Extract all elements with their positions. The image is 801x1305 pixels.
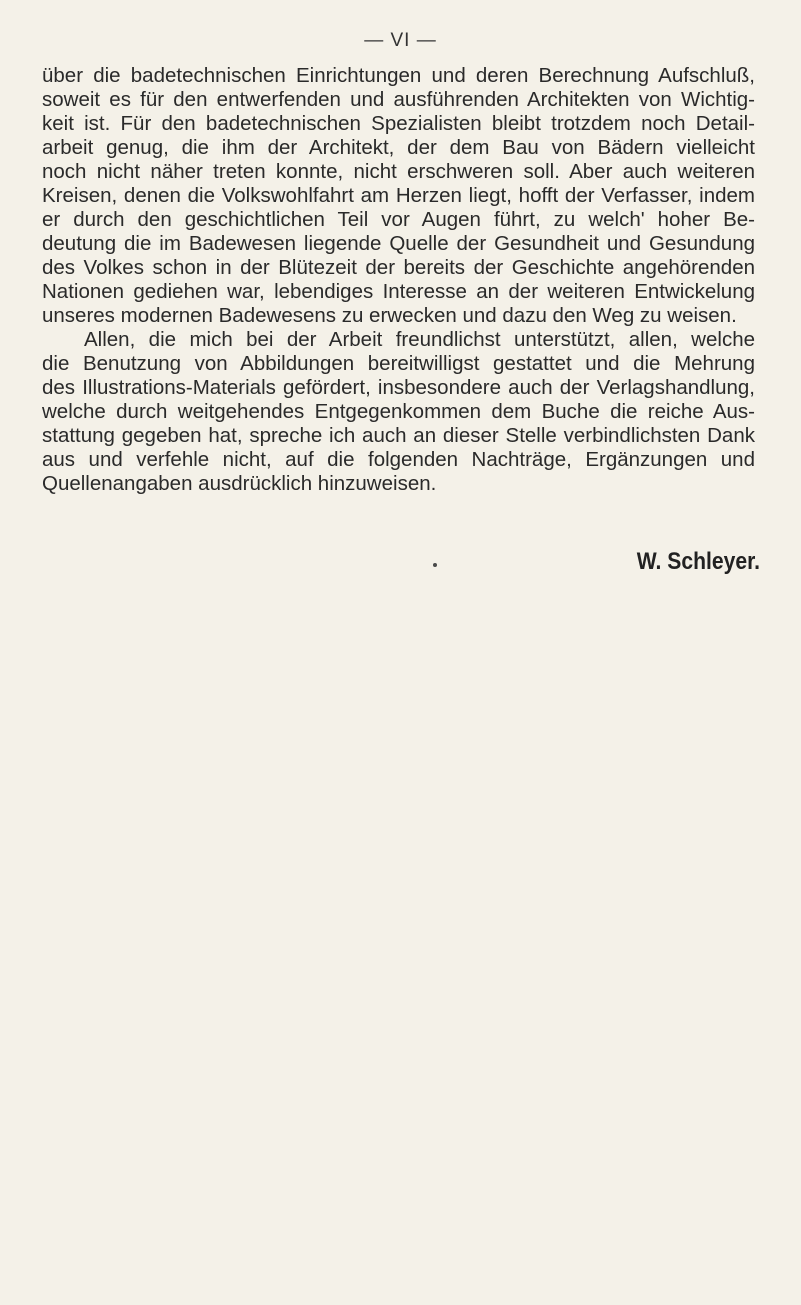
text-line: noch nicht näher treten konnte, nicht erschweren soll. Aber auch weiteren bbox=[42, 160, 755, 183]
ink-speck bbox=[433, 563, 437, 567]
text-line: unseres modernen Badewesens zu erwecken und dazu den Weg zu weisen. bbox=[42, 304, 737, 327]
text-line: stattung gegeben hat, spreche ich auch an dieser Stelle verbindlichsten Dank bbox=[42, 424, 755, 447]
text-line: deutung die im Badewesen liegende Quelle der Gesundheit und Gesundung bbox=[42, 232, 755, 255]
text-line: Quellenangaben ausdrücklich hinzuweisen. bbox=[42, 472, 437, 495]
text-line: aus und verfehle nicht, auf die folgenden Nachträge, Ergänzungen und bbox=[42, 448, 755, 471]
text-line: Allen, die mich bei der Arbeit freundlichst unterstützt, allen, welche bbox=[84, 328, 755, 351]
text-line: Nationen gediehen war, lebendiges Interesse an der weiteren Entwickelung bbox=[42, 280, 755, 303]
text-line: arbeit genug, die ihm der Architekt, der dem Bau von Bädern vielleicht bbox=[42, 136, 755, 159]
text-line: des Illustrations-Materials gefördert, insbesondere auch der Verlagshandlung, bbox=[42, 376, 755, 399]
author-signature: W. Schleyer. bbox=[636, 548, 760, 575]
preface-text bbox=[42, 64, 755, 496]
text-line: welche durch weitgehendes Entgegenkommen dem Buche die reiche Aus- bbox=[42, 400, 755, 423]
page-number-header: — VI — bbox=[364, 30, 437, 51]
text-line: er durch den geschichtlichen Teil vor Augen führt, zu welch' hoher Be- bbox=[42, 208, 755, 231]
text-line: soweit es für den entwerfenden und ausführenden Architekten von Wichtig- bbox=[42, 88, 755, 111]
text-line: Kreisen, denen die Volkswohlfahrt am Herzen liegt, hofft der Verfasser, indem bbox=[42, 184, 755, 207]
text-line: des Volkes schon in der Blütezeit der bereits der Geschichte angehörenden bbox=[42, 256, 755, 279]
text-line: über die badetechnischen Einrichtungen und deren Berechnung Aufschluß, bbox=[42, 64, 755, 87]
text-line: keit ist. Für den badetechnischen Spezialisten bleibt trotzdem noch Detail- bbox=[42, 112, 755, 135]
text-line: die Benutzung von Abbildungen bereitwilligst gestattet und die Mehrung bbox=[42, 352, 755, 375]
